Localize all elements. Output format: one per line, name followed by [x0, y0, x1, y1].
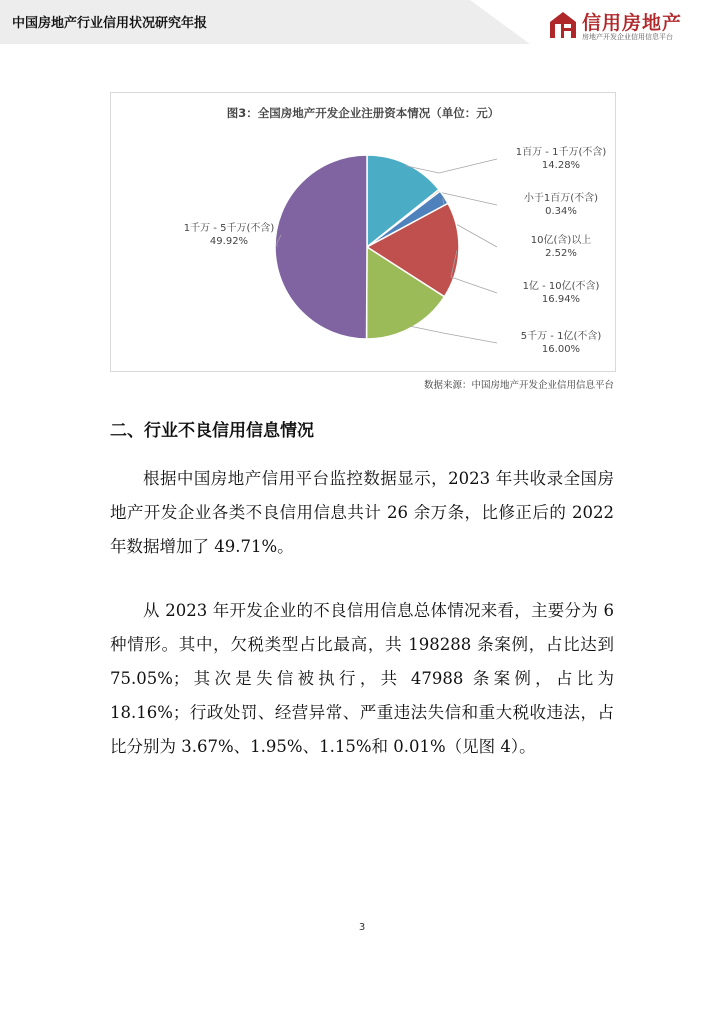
- pie-slice: [275, 155, 367, 339]
- pie-chart: [111, 93, 615, 371]
- pie-chart-frame: [110, 92, 616, 372]
- slice-label: 1百万 - 1千万(不含): [515, 147, 607, 158]
- section-heading: 二、行业不良信用信息情况: [110, 421, 314, 441]
- logo-subtitle: 房地产开发企业信用信息平台: [582, 33, 673, 41]
- slice-label: 1千万 - 5千万(不含): [183, 223, 275, 234]
- leader-line: [410, 326, 497, 343]
- slice-value-label: 16.00%: [541, 344, 581, 355]
- building-logo-icon: [548, 10, 578, 40]
- page-number: 3: [358, 922, 366, 933]
- page-header: [0, 0, 724, 44]
- data-source: 数据来源：中国房地产开发企业信用信息平台: [423, 380, 614, 391]
- slice-value-label: 0.34%: [545, 206, 577, 217]
- paragraph-2: 从 2023 年开发企业的不良信用信息总体情况来看，主要分为 6 种情形。其中，欠税类型占比最高，共 198288 条案例，占比达到 75.05%；其次是失信被执行，共 47988 条案例，占比为 18.16%；行政处罚、经营异常、严重违法失信和重大税收违法，占比分别为 3.67%、1.95%、1.15%和 0.01%（见图 4）。: [110, 601, 614, 756]
- header-title: 中国房地产行业信用状况研究年报: [12, 16, 208, 31]
- slice-label: 10亿(含)以上: [530, 235, 592, 246]
- slice-label: 小于1百万(不含): [523, 193, 599, 204]
- slice-value-label: 49.92%: [209, 236, 249, 247]
- chart-title: 图3：全国房地产开发企业注册资本情况（单位：元）: [226, 106, 500, 120]
- slice-label: 5千万 - 1亿(不含): [520, 331, 602, 342]
- slice-value-label: 2.52%: [545, 248, 577, 259]
- slice-label: 1亿 - 10亿(不含): [522, 281, 600, 292]
- brand-logo: [548, 8, 698, 44]
- slice-value-label: 14.28%: [541, 160, 581, 171]
- paragraph-1: 根据中国房地产信用平台监控数据显示，2023 年共收录全国房地产开发企业各类不良信用信息共计 26 余万条，比修正后的 2022 年数据增加了 49.71%。: [110, 469, 614, 556]
- logo-name: 信用房地产: [582, 12, 683, 34]
- slice-value-label: 16.94%: [541, 294, 581, 305]
